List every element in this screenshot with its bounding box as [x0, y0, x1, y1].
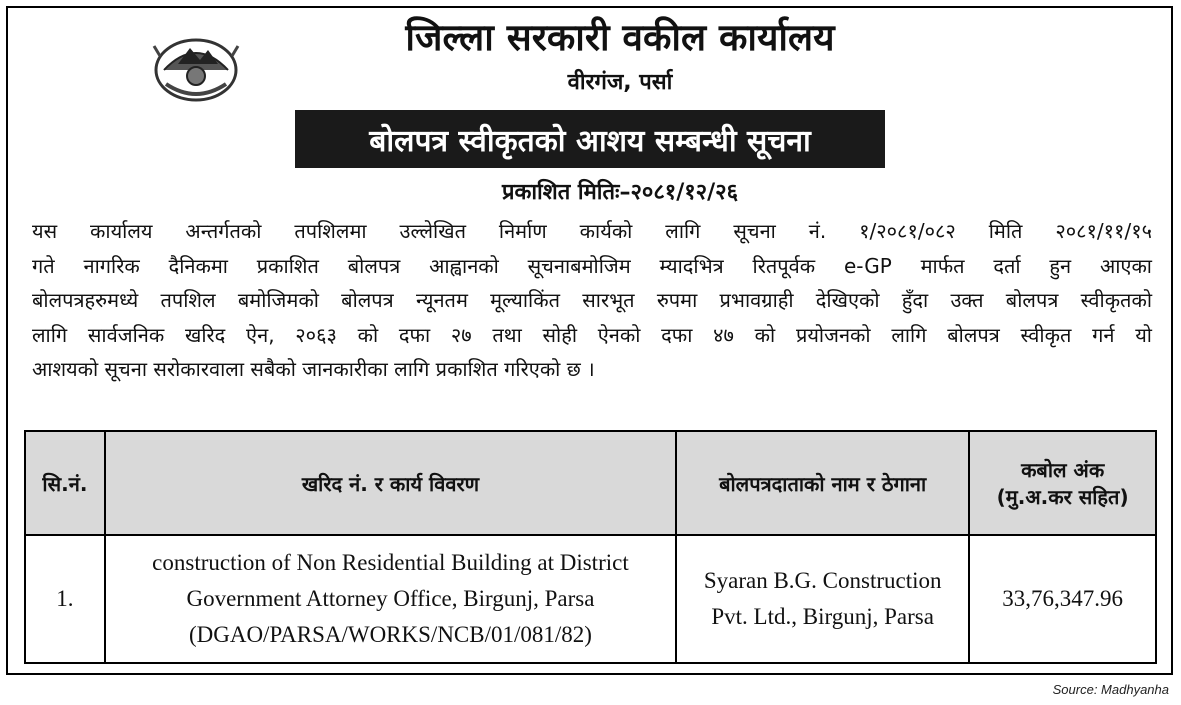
description-line: construction of Non Residential Building at District [152, 550, 629, 575]
notice-heading [295, 110, 885, 168]
body-line: गते नागरिक दैनिकमा प्रकाशित बोलपत्र आह्वानको सूचनाबमोजिम म्यादभित्र रितपूर्वक e-GP मार्फत दर्ता हुन आएका [32, 253, 1152, 278]
body-line: लागि सार्वजनिक खरिद ऐन, २०६३ को दफा २७ तथा सोही ऐनको दफा ४७ को प्रयोजनको लागि बोलपत्र स्वीकृत गर्न यो [32, 322, 1152, 347]
header-bidder: बोलपत्रदाताको नाम र ठेगाना [676, 431, 969, 535]
cell-sn: 1. [25, 535, 105, 663]
cell-bidder [676, 535, 969, 663]
office-name: जिल्ला सरकारी वकील कार्यालय [405, 16, 835, 59]
description-line: Government Attorney Office, Birgunj, Parsa [186, 586, 595, 611]
cell-amount: 33,76,347.96 [969, 535, 1156, 663]
office-location: वीरगंज, पर्सा [567, 70, 673, 95]
cell-description [105, 535, 676, 663]
header-amount-line1: कबोल अंक [1021, 458, 1105, 482]
bidder-line: Pvt. Ltd., Birgunj, Parsa [711, 604, 934, 629]
header-sn: सि.नं. [25, 431, 105, 535]
tender-table [24, 430, 1157, 664]
body-line: यस कार्यालय अन्तर्गतको तपशिलमा उल्लेखित निर्माण कार्यको लागि सूचना नं. १/२०८१/०८२ मिति २०८१/११/१५ [32, 219, 1152, 243]
table-row [25, 535, 1156, 663]
table-header-row [25, 431, 1156, 535]
notice-heading-text: बोलपत्र स्वीकृतको आशय सम्बन्धी सूचना [369, 123, 811, 159]
source-credit: Source: Madhyanha [1052, 682, 1169, 697]
header-amount [969, 431, 1156, 535]
body-line: बोलपत्रहरुमध्ये तपशिल बमोजिमको बोलपत्र न्यूनतम मूल्याकिंत सारभूत रुपमा प्रभावग्राही देखिएको हुँदा उक्त बोलपत्र स्वीकृतको [32, 288, 1152, 312]
description-line: (DGAO/PARSA/WORKS/NCB/01/081/82) [188, 622, 592, 647]
published-date: प्रकाशित मितिः–२०८१/१२/२६ [501, 180, 739, 205]
header-description: खरिद नं. र कार्य विवरण [105, 431, 676, 535]
notice-body [32, 214, 1152, 387]
header-amount-line2: (मु.अ.कर सहित) [996, 485, 1129, 509]
bidder-line: Syaran B.G. Construction [703, 568, 942, 593]
government-emblem-icon [150, 26, 242, 106]
body-line: आशयको सूचना सरोकारवाला सबैको जानकारीका लागि प्रकाशित गरिएको छ । [32, 357, 595, 381]
